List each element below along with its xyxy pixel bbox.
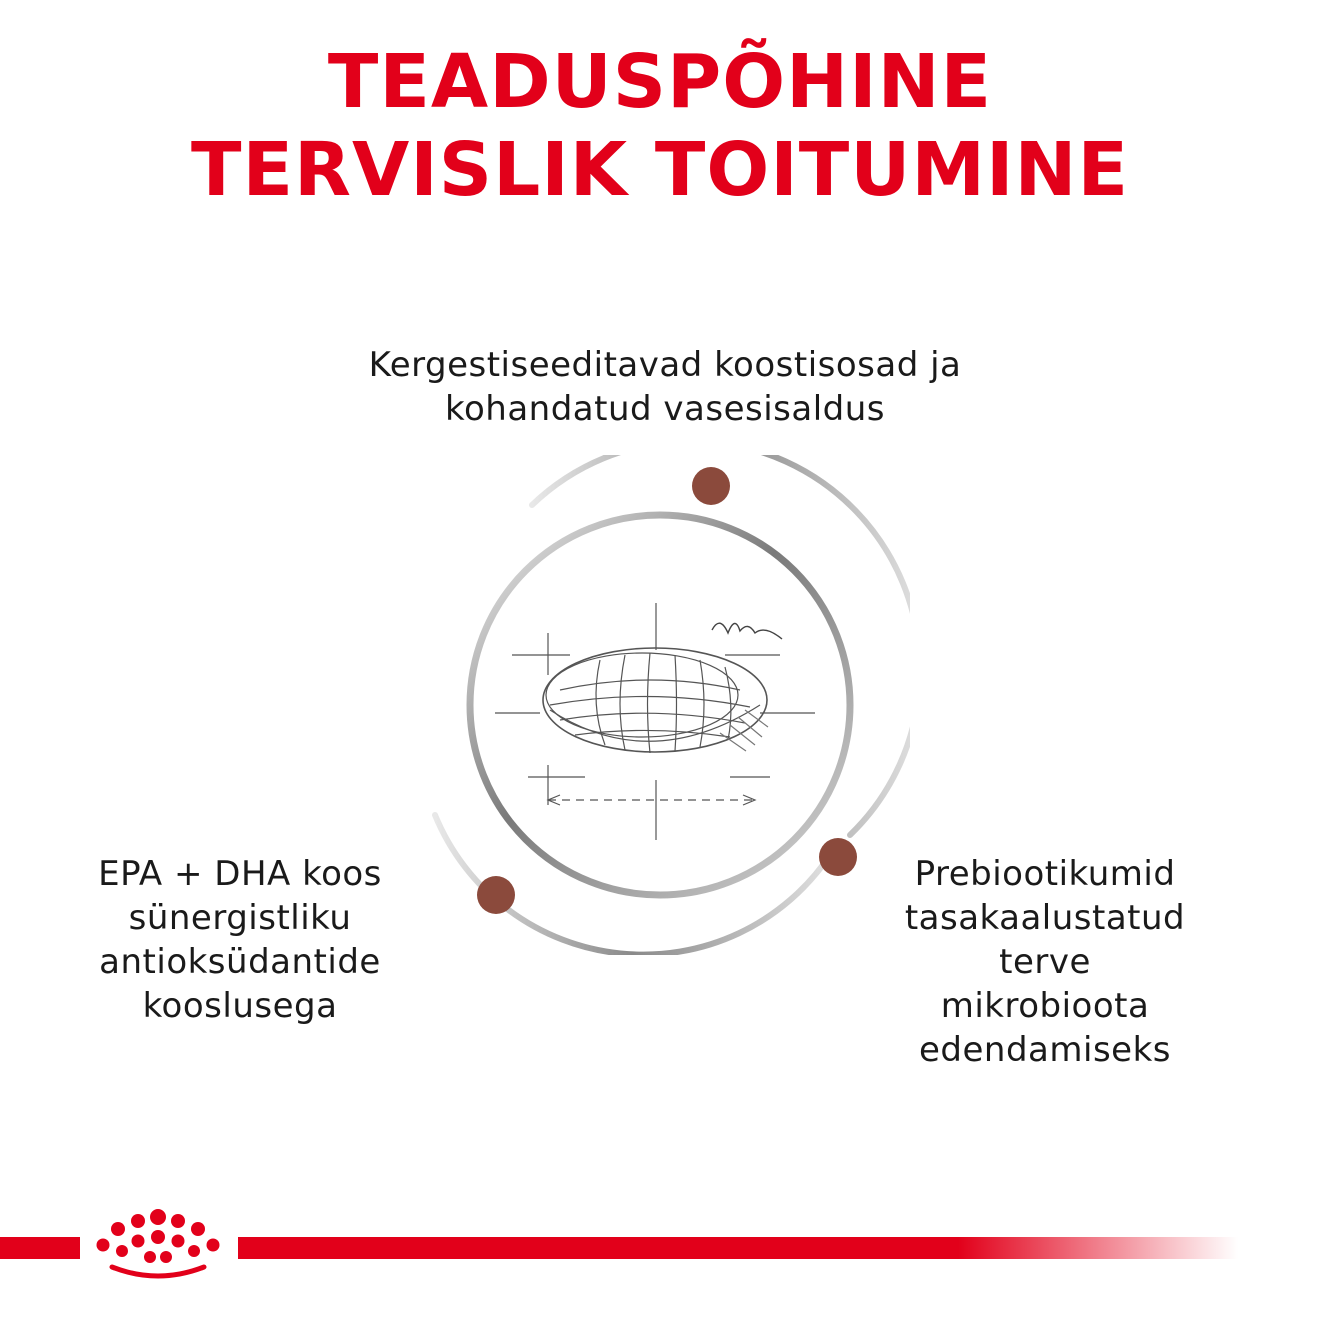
benefit-prebiotics (880, 852, 1210, 1072)
benefit-epa-dha (70, 852, 410, 1028)
inner-ring (470, 515, 850, 895)
dot-right (819, 838, 857, 876)
benefits-diagram (410, 455, 910, 955)
benefit-left-line-1: EPA + DHA koos (98, 854, 382, 894)
benefit-left-line-3: antioksüdantide (99, 942, 381, 982)
benefit-right-line-5: edendamiseks (919, 1030, 1171, 1070)
benefit-right-line-2: tasakaalustatud (904, 898, 1186, 938)
benefit-left-line-4: kooslusega (142, 986, 338, 1026)
benefit-right-line-4: mikrobioota (940, 986, 1150, 1026)
title-line-2: TERVISLIK TOITUMINE (190, 127, 1130, 213)
benefit-top-line-1: Kergestiseeditavad koostisosad ja (368, 345, 962, 385)
benefit-right-line-1: Prebiootikumid (914, 854, 1176, 894)
dot-top (692, 467, 730, 505)
benefit-right-line-3: terve (999, 942, 1091, 982)
page-title (0, 38, 1320, 214)
benefit-left-line-2: sünergistliku (128, 898, 352, 938)
kibble-sketch-icon (495, 603, 815, 840)
benefit-digestibility (360, 343, 970, 431)
outer-arc-top-right (532, 455, 910, 835)
title-line-1: TEADUSPÕHINE (327, 39, 993, 125)
benefit-top-line-2: kohandatud vasesisaldus (445, 389, 885, 429)
crown-logo-icon (88, 1207, 228, 1287)
dot-left (477, 876, 515, 914)
